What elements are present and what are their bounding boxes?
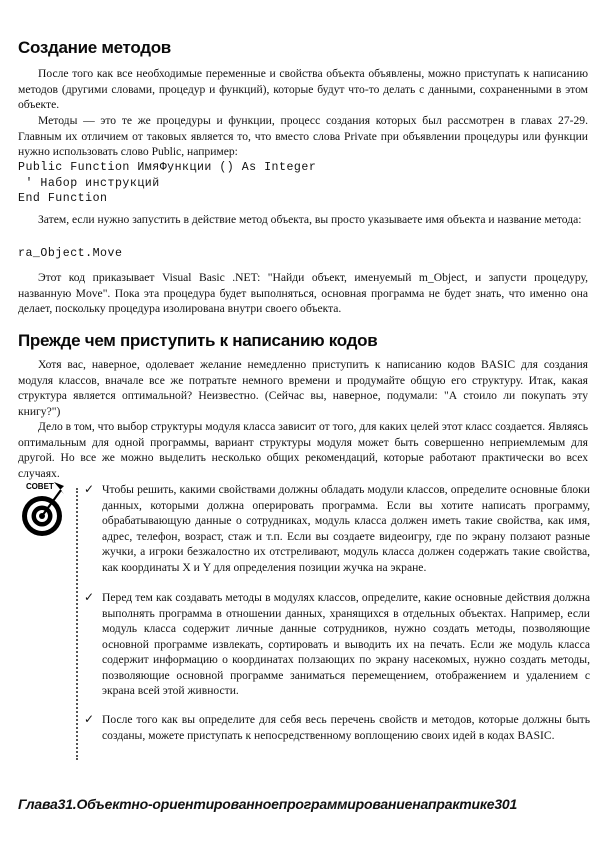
- tip-item: Чтобы решить, какими свойствами должны обладать модули классов, определите основные блоки данных, которыми должна оперировать программа. Если вы хотите написать программу, обрабатывающую данные о сотрудниках, модуль класса должен иметь такие свойства, как имя, адрес, телефон, возраст, стаж и т.п. Если вы создаете видеоигру, где по экрану ползают разные жучки, а игроки безжалостно их отстреливают, модуль класса должен содержать такие свойства, как координаты X и Y для определения позиции жучка на экране.: [102, 483, 590, 574]
- tip-icon-label: СОВЕТ: [26, 482, 54, 491]
- paragraph: Этот код приказывает Visual Basic .NET: "Найди объект, именуемый m_Object, и запусти процедуру, названную Move". Пока эта процедура будет выполняться, основная программа не будет знать, что именно она делает, поскольку процедура изолирована внутри своего объекта.: [18, 271, 588, 315]
- code-line-method-call: ra_Object.Move: [18, 247, 123, 260]
- paragraph: После того как все необходимые переменные и свойства объекта объявлены, можно приступать к написанию методов (другими словами, процедур и функций), которые будут что-то делать с данными, сохраненными в этом объекте.: [18, 67, 588, 111]
- paragraph: Дело в том, что выбор структуры модуля класса зависит от того, для каких целей этот класс создается. Являясь оптимальным для одной программы, вариант структуры модуля может быть совершенно неприемлемым для другой. Но все же можно выделить несколько общих рекомендаций, которые работают практически во всех случаях.: [18, 420, 588, 480]
- check-icon: ✓: [84, 590, 95, 604]
- target-tip-icon: [20, 480, 70, 542]
- paragraph: Хотя вас, наверное, одолевает желание немедленно приступить к написанию кодов BASIC для создания модуля классов, вначале все же потратьте немного времени и продумайте общую его структуру. Итак, какая структура является оптимальной? Неизвестно. (Сейчас вы, наверное, подумали: "А стоило ли покупать эту книгу?"): [18, 358, 588, 418]
- paragraph: Затем, если нужно запустить в действие метод объекта, вы просто указываете имя объекта и название метода:: [38, 213, 582, 226]
- check-icon: ✓: [84, 482, 95, 496]
- paragraph: Методы — это те же процедуры и функции, процесс создания которых был рассмотрен в главах 27-29. Главным их отличием от таковых является то, что вместо слова Private при объявлении процедуры или функции нужно использовать слово Public, например:: [18, 114, 588, 158]
- tip-item: После того как вы определите для себя весь перечень свойств и методов, которые должны быть созданы, можете приступать к непосредственному воплощению своих идей в кодах BASIC.: [102, 713, 590, 742]
- section-heading-before-coding: Прежде чем приступить к написанию кодов: [18, 331, 378, 350]
- tip-divider: [76, 488, 78, 760]
- code-block-function: Public Function ИмяФункции () As Integer ' Набор инструкций End Function: [18, 161, 317, 205]
- page-footer: Глава31.Объектно-ориентированноепрограммированиенапрактике301: [18, 796, 518, 812]
- section-heading-creating-methods: Создание методов: [18, 38, 171, 57]
- check-icon: ✓: [84, 712, 95, 726]
- tip-item: Перед тем как создавать методы в модулях классов, определите, какие основные действия должна выполнять программа в отношении данных, хранящихся в отдельных объектах. Например, если модуль класса содержит личные данные сотрудников, нужно создать методы, позволяющие основной программе извлекать, сортировать и выводить их на печать. Если же модуль класса содержит информацию о координатах ползающих по экрану насекомых, нужно создать методы, позволяющие основной программе заниматься перемещением, отображением и удалением с экрана всей этой живности.: [102, 591, 590, 697]
